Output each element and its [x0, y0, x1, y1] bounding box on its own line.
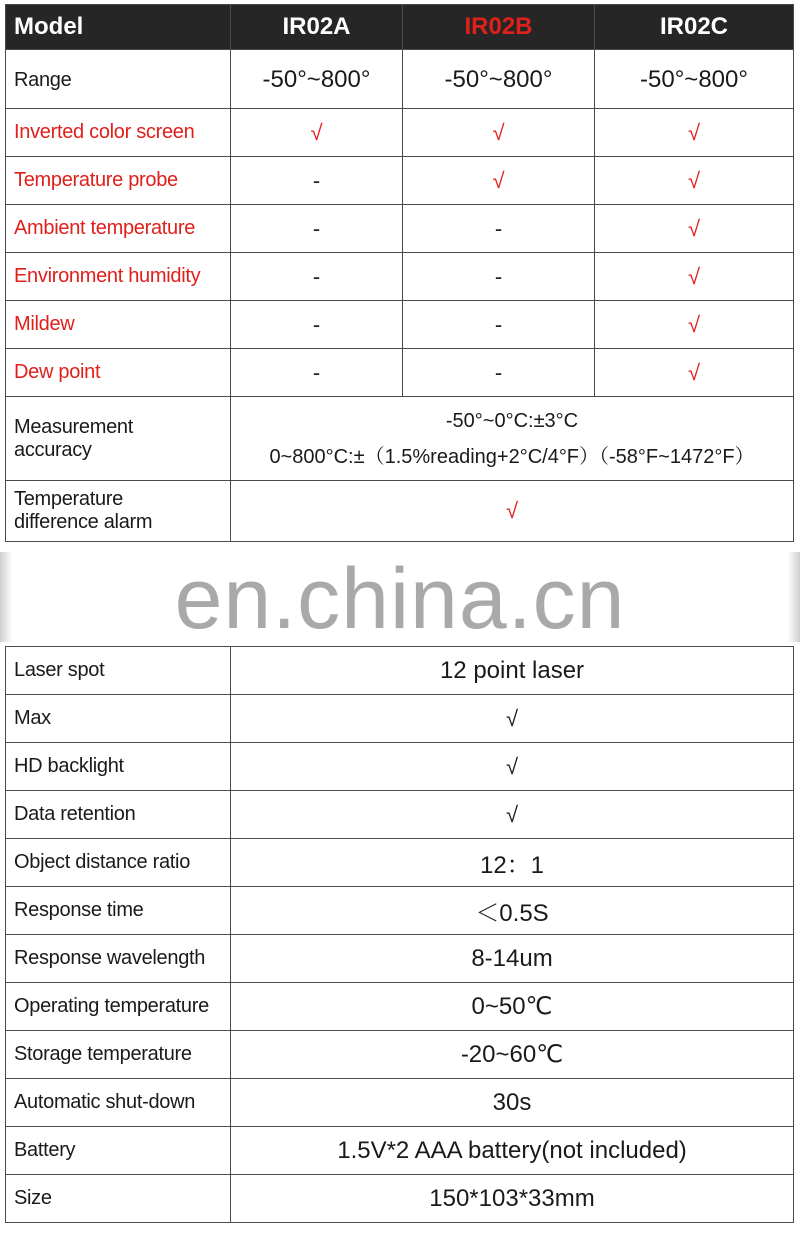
row-ambient-temperature — [6, 205, 794, 253]
check-mark: √ — [595, 109, 794, 157]
row-label: Mildew — [6, 301, 231, 349]
spec-row — [6, 1079, 794, 1127]
row-label — [6, 481, 231, 542]
spec-row — [6, 1127, 794, 1175]
spec-row — [6, 839, 794, 887]
row-range — [6, 50, 794, 109]
cell-ir02b: -50°~800° — [403, 50, 595, 109]
dash-mark: - — [403, 205, 595, 253]
spec-label: Response wavelength — [6, 935, 231, 983]
check-mark: √ — [231, 791, 794, 839]
dash-mark: - — [231, 301, 403, 349]
spec-row — [6, 983, 794, 1031]
dash-mark: - — [403, 301, 595, 349]
spec-value: 12 point laser — [231, 647, 794, 695]
row-temperature-difference-alarm — [6, 481, 794, 542]
check-mark: √ — [231, 481, 794, 542]
row-label: Range — [6, 50, 231, 109]
row-label: Temperature probe — [6, 157, 231, 205]
header-ir02a: IR02A — [231, 5, 403, 50]
dash-mark: - — [231, 205, 403, 253]
row-environment-humidity — [6, 253, 794, 301]
dash-mark: - — [403, 253, 595, 301]
spec-label: Automatic shut-down — [6, 1079, 231, 1127]
spec-label: Battery — [6, 1127, 231, 1175]
check-mark: √ — [231, 109, 403, 157]
row-label: Environment humidity — [6, 253, 231, 301]
cell-ir02c: -50°~800° — [595, 50, 794, 109]
spec-label: Data retention — [6, 791, 231, 839]
cell-ir02a: -50°~800° — [231, 50, 403, 109]
spec-value: -20~60℃ — [231, 1031, 794, 1079]
row-dew-point — [6, 349, 794, 397]
check-mark: √ — [403, 109, 595, 157]
accuracy-line-2: 0~800°C:±（1.5%reading+2°C/4°F）（-58°F~1472°F） — [269, 445, 755, 468]
header-ir02c: IR02C — [595, 5, 794, 50]
dash-mark: - — [231, 157, 403, 205]
header-model: Model — [6, 5, 231, 50]
header-row — [6, 5, 794, 50]
check-mark: √ — [403, 157, 595, 205]
spec-value: 1.5V*2 AAA battery(not included) — [231, 1127, 794, 1175]
accuracy-value — [231, 397, 794, 481]
spec-label: Response time — [6, 887, 231, 935]
check-mark: √ — [595, 253, 794, 301]
spec-row — [6, 1175, 794, 1223]
spec-value: 12：1 — [231, 839, 794, 887]
comparison-table — [5, 4, 794, 542]
spec-row — [6, 887, 794, 935]
watermark-text: en.china.cn — [174, 550, 626, 647]
spec-value: 0~50℃ — [231, 983, 794, 1031]
row-label: Ambient temperature — [6, 205, 231, 253]
check-mark: √ — [595, 301, 794, 349]
accuracy-line-1: -50°~0°C:±3°C — [445, 409, 579, 432]
check-mark: √ — [231, 695, 794, 743]
row-label: Dew point — [6, 349, 231, 397]
spec-label: HD backlight — [6, 743, 231, 791]
dash-mark: - — [231, 349, 403, 397]
dash-mark: - — [231, 253, 403, 301]
spec-label: Laser spot — [6, 647, 231, 695]
check-mark: √ — [595, 349, 794, 397]
label-line: Temperature — [14, 488, 123, 510]
spec-value: 8-14um — [231, 935, 794, 983]
spec-value: ＜0.5S — [231, 887, 794, 935]
spec-value: 30s — [231, 1079, 794, 1127]
header-ir02b: IR02B — [403, 5, 595, 50]
spec-row — [6, 647, 794, 695]
check-mark: √ — [595, 157, 794, 205]
row-temperature-probe — [6, 157, 794, 205]
spec-table — [5, 646, 794, 1223]
spec-row — [6, 743, 794, 791]
spec-row — [6, 791, 794, 839]
row-inverted-color-screen — [6, 109, 794, 157]
row-measurement-accuracy — [6, 397, 794, 481]
row-mildew — [6, 301, 794, 349]
spec-row — [6, 695, 794, 743]
spec-label: Size — [6, 1175, 231, 1223]
label-line: difference alarm — [14, 511, 153, 533]
row-label: Inverted color screen — [6, 109, 231, 157]
check-mark: √ — [595, 205, 794, 253]
spec-row — [6, 1031, 794, 1079]
label-line: accuracy — [14, 438, 92, 461]
spec-value: 150*103*33mm — [231, 1175, 794, 1223]
label-line: Measurement — [14, 415, 133, 438]
watermark — [0, 548, 800, 650]
check-mark: √ — [231, 743, 794, 791]
row-label — [6, 397, 231, 481]
spec-label: Operating temperature — [6, 983, 231, 1031]
dash-mark: - — [403, 349, 595, 397]
spec-label: Max — [6, 695, 231, 743]
spec-label: Object distance ratio — [6, 839, 231, 887]
spec-row — [6, 935, 794, 983]
spec-label: Storage temperature — [6, 1031, 231, 1079]
